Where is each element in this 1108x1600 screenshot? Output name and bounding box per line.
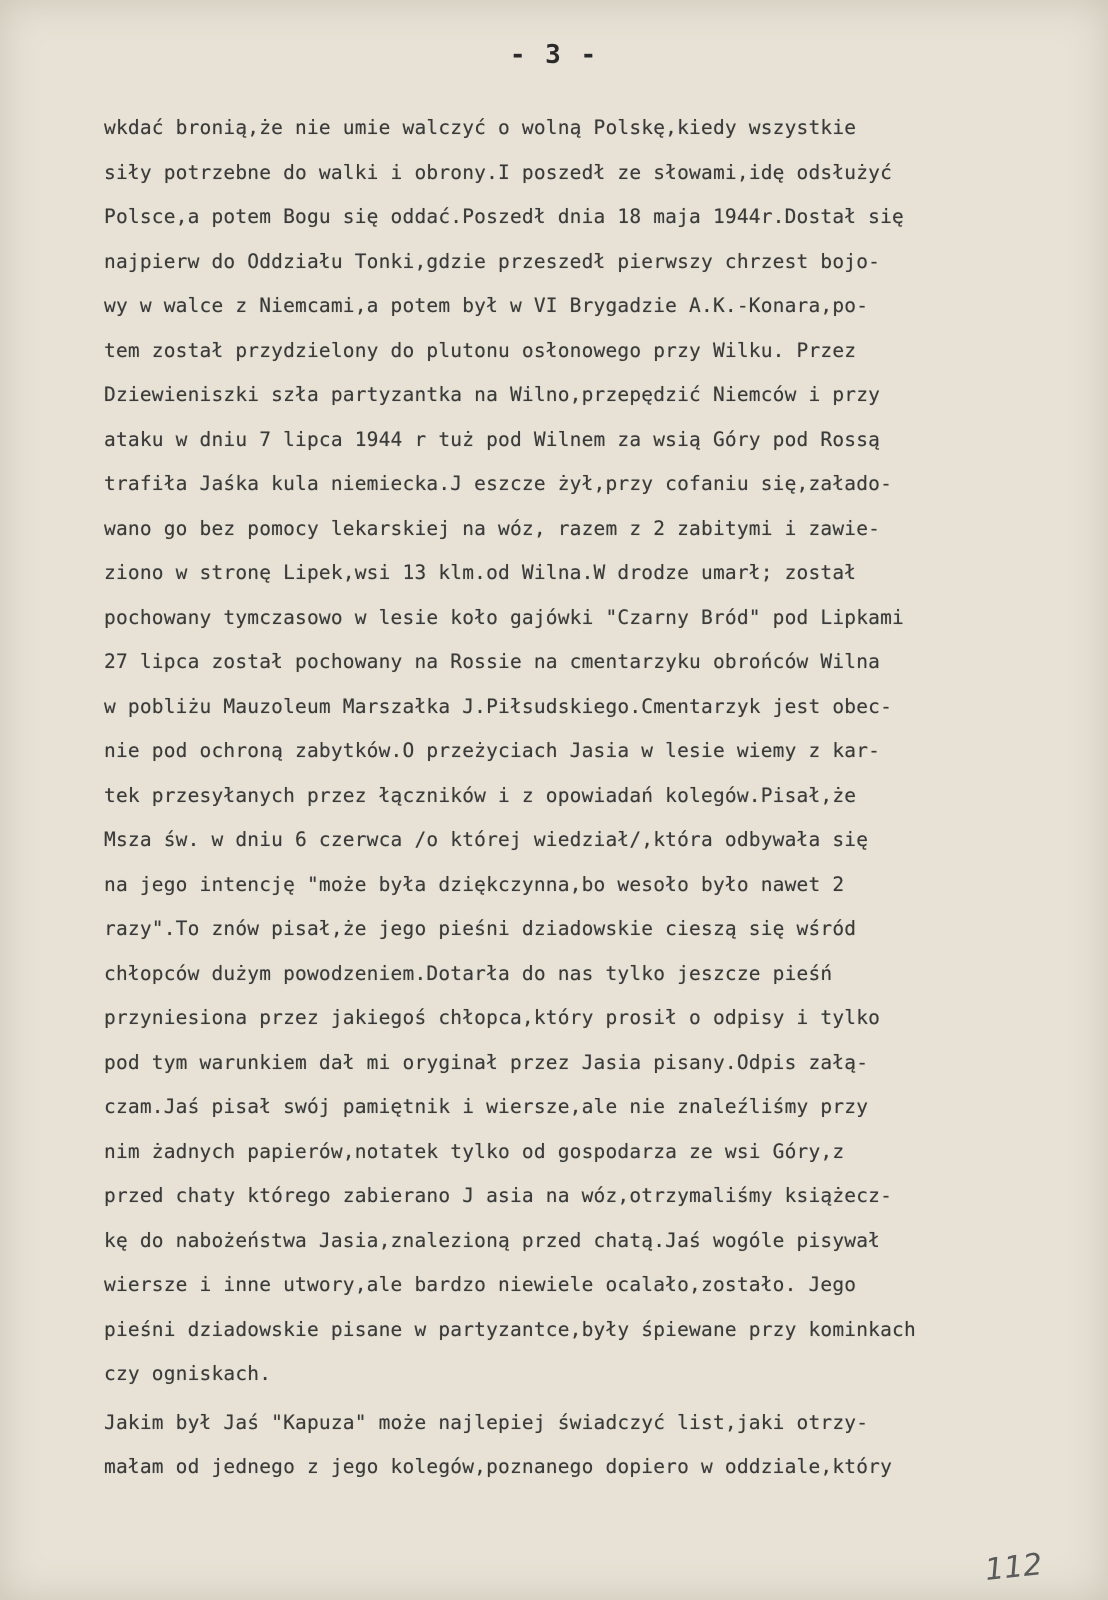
text-line: przed chaty którego zabierano J asia na wóz,otrzymaliśmy książecz- xyxy=(104,1184,893,1207)
text-line: czam.Jaś pisał swój pamiętnik i wiersze,ale nie znaleźliśmy przy xyxy=(104,1095,869,1118)
text-line: wy w walce z Niemcami,a potem był w VI Brygadzie A.K.-Konara,po- xyxy=(104,294,869,317)
text-line: w pobliżu Mauzoleum Marszałka J.Piłsudskiego.Cmentarzyk jest obec- xyxy=(104,694,893,718)
text-line: pieśni dziadowskie pisane w partyzantce,były śpiewane przy kominkach xyxy=(104,1317,916,1341)
text-line: nie pod ochroną zabytków.O przeżyciach Jasia w lesie wiemy z kar- xyxy=(104,739,881,762)
text-line: Msza św. w dniu 6 czerwca /o której wiedział/,która odbywała się xyxy=(104,828,869,851)
text-line: wkdać bronią,że nie umie walczyć o wolną Polskę,kiedy wszystkie xyxy=(104,116,857,139)
text-line: tek przesyłanych przez łączników i z opowiadań kolegów.Pisał,że xyxy=(104,783,857,807)
text-line: siły potrzebne do walki i obrony.I poszedł ze słowami,idę odsłużyć xyxy=(104,160,893,184)
text-line: 27 lipca został pochowany na Rossie na cmentarzyku obrońców Wilna xyxy=(104,650,881,673)
text-line: wano go bez pomocy lekarskiej na wóz, razem z 2 zabitymi i zawie- xyxy=(104,516,881,540)
text-line: czy ogniskach. xyxy=(104,1362,272,1385)
text-line: ataku w dniu 7 lipca 1944 r tuż pod Wilnem za wsią Góry pod Rossą xyxy=(104,427,881,451)
text-line: chłopców dużym powodzeniem.Dotarła do nas tylko jeszcze pieśń xyxy=(104,961,833,985)
text-line: tem został przydzielony do plutonu osłonowego przy Wilku. Przez xyxy=(104,338,857,362)
page-number: - 3 - xyxy=(509,40,599,70)
text-line: pod tym warunkiem dał mi oryginał przez Jasia pisany.Odpis załą- xyxy=(104,1050,869,1074)
text-line: razy".To znów pisał,że jego pieśni dziadowskie cieszą się wśród xyxy=(104,917,857,940)
text-line: najpierw do Oddziału Tonki,gdzie przeszedł pierwszy chrzest bojo- xyxy=(104,249,881,273)
text-line: pochowany tymczasowo w lesie koło gajówki "Czarny Bród" pod Lipkami xyxy=(104,605,904,629)
text-line: Jakim był Jaś "Kapuza" może najlepiej świadczyć list,jaki otrzy- xyxy=(104,1410,869,1434)
text-line: nim żadnych papierów,notatek tylko od gospodarza ze wsi Góry,z xyxy=(104,1139,845,1163)
text-line: ziono w stronę Lipek,wsi 13 klm.od Wilna.W drodze umarł; został xyxy=(104,561,857,584)
text-line: przyniesiona przez jakiegoś chłopca,który prosił o odpisy i tylko xyxy=(104,1006,881,1029)
text-line: kę do nabożeństwa Jasia,znalezioną przed chatą.Jaś wogóle pisywał xyxy=(104,1228,881,1252)
typewritten-text xyxy=(104,106,1064,1490)
text-line: małam od jednego z jego kolegów,poznanego dopiero w oddziale,który xyxy=(104,1455,893,1478)
text-line: Dziewieniszki szła partyzantka na Wilno,przepędzić Niemców i przy xyxy=(104,383,881,406)
text-line: Polsce,a potem Bogu się oddać.Poszedł dnia 18 maja 1944r.Dostał się xyxy=(104,205,904,228)
text-line: wiersze i inne utwory,ale bardzo niewiele ocalało,zostało. Jego xyxy=(104,1273,857,1296)
handwritten-archive-number: 112 xyxy=(983,1547,1044,1588)
text-line: na jego intencję "może była dziękczynna,bo wesoło było nawet 2 xyxy=(104,872,845,896)
text-line: trafiła Jaśka kula niemiecka.J eszcze żył,przy cofaniu się,załado- xyxy=(104,472,893,495)
